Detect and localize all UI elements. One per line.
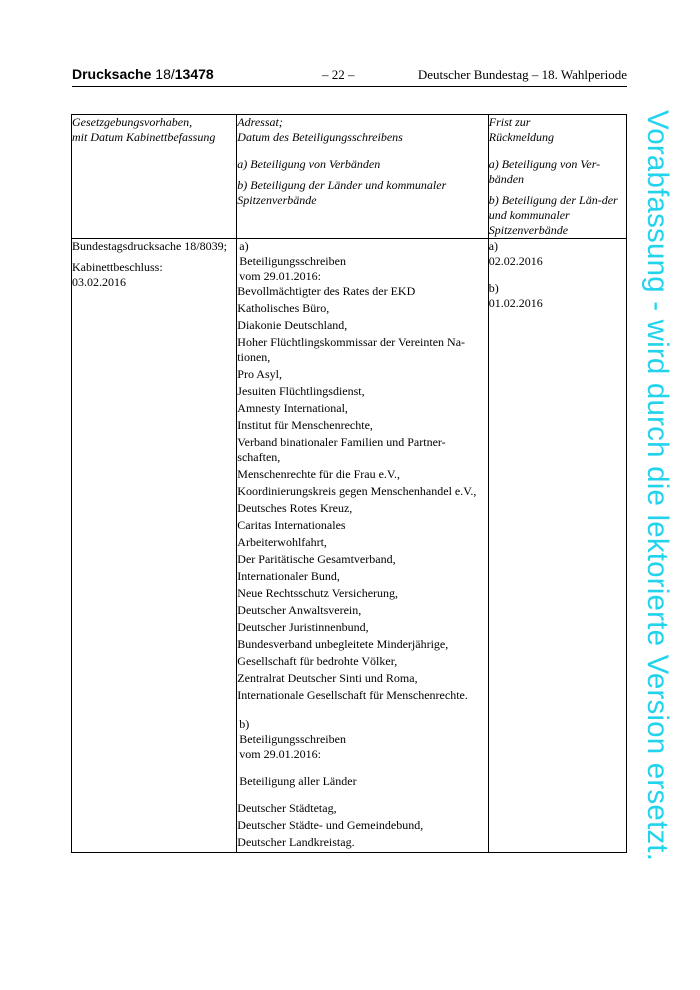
deadline-b-date: 01.02.2016 bbox=[488, 296, 543, 310]
header-text: Datum des Beteiligungsschreibens bbox=[237, 130, 403, 144]
list-item: Neue Rechtsschutz Versicherung, bbox=[237, 586, 399, 600]
list-item: Hoher Flüchtlingskommissar der Vereinten Na-tionen, bbox=[237, 335, 466, 364]
header-text: Adressat; bbox=[237, 115, 283, 129]
table-row bbox=[72, 239, 627, 853]
deadline-b-marker: b) bbox=[488, 281, 499, 295]
header-text: Frist zur bbox=[488, 115, 531, 129]
deadline-a-date: 02.02.2016 bbox=[488, 254, 543, 268]
header-cell-deadline bbox=[488, 115, 626, 239]
header-cell-addressee bbox=[237, 115, 488, 239]
associations-list bbox=[237, 284, 487, 703]
section-b-laender: Beteiligung aller Länder bbox=[239, 774, 357, 788]
header-text: a) Beteiligung von Verbänden bbox=[237, 157, 381, 171]
list-item: Pro Asyl, bbox=[237, 367, 282, 381]
doc-number: 13478 bbox=[174, 66, 214, 82]
cell-project bbox=[72, 239, 237, 853]
header-text: a) Beteiligung von Ver-bänden bbox=[488, 157, 601, 186]
section-b-date: vom 29.01.2016: bbox=[239, 747, 321, 761]
list-item: Internationale Gesellschaft für Menschenrechte. bbox=[237, 688, 468, 702]
document-number bbox=[72, 66, 214, 82]
list-item: Jesuiten Flüchtlingsdienst, bbox=[237, 384, 365, 398]
draft-watermark: Vorabfassung - wird durch die lektorierte Version ersetzt. bbox=[641, 110, 674, 862]
drucksache-ref: Bundestagsdrucksache 18/8039; bbox=[72, 239, 227, 253]
section-b-letter: Beteiligungsschreiben bbox=[239, 732, 346, 746]
list-item: Institut für Menschenrechte, bbox=[237, 418, 373, 432]
deadline-a-marker: a) bbox=[488, 239, 499, 253]
section-a-marker: a) bbox=[239, 239, 249, 253]
list-item: Arbeiterwohlfahrt, bbox=[237, 535, 327, 549]
header-text: mit Datum Kabinettbefassung bbox=[72, 130, 216, 144]
municipal-list bbox=[237, 801, 487, 850]
header-text: Rückmeldung bbox=[488, 130, 555, 144]
list-item: Amnesty International, bbox=[237, 401, 348, 415]
cell-deadlines bbox=[488, 239, 626, 853]
header-cell-project bbox=[72, 115, 237, 239]
list-item: Caritas Internationales bbox=[237, 518, 346, 532]
publisher: Deutscher Bundestag – 18. Wahlperiode bbox=[417, 67, 627, 82]
list-item: Der Paritätische Gesamtverband, bbox=[237, 552, 396, 566]
list-item: Katholisches Büro, bbox=[237, 301, 330, 315]
cabinet-label: Kabinettbeschluss: bbox=[72, 260, 163, 274]
list-item: Deutscher Anwaltsverein, bbox=[237, 603, 362, 617]
doc-label: Drucksache bbox=[72, 66, 152, 82]
list-item: Bevollmächtigter des Rates der EKD bbox=[237, 284, 416, 298]
table-header-row bbox=[72, 115, 627, 239]
header-text: b) Beteiligung der Länder und kommunaler Spitzenverbände bbox=[237, 178, 447, 207]
list-item: Diakonie Deutschland, bbox=[237, 318, 348, 332]
list-item: Zentralrat Deutscher Sinti und Roma, bbox=[237, 671, 418, 685]
doc-series: 18/ bbox=[155, 66, 175, 82]
cell-addressees bbox=[237, 239, 488, 853]
page-header bbox=[72, 66, 627, 87]
list-item: Deutscher Städte- und Gemeindebund, bbox=[237, 818, 424, 832]
list-item: Menschenrechte für die Frau e.V., bbox=[237, 467, 401, 481]
list-item: Deutsches Rotes Kreuz, bbox=[237, 501, 353, 515]
page-number: – 22 – bbox=[322, 67, 355, 82]
list-item: Deutscher Städtetag, bbox=[237, 801, 337, 815]
list-item: Bundesverband unbegleitete Minderjährige, bbox=[237, 637, 449, 651]
section-a-date: vom 29.01.2016: bbox=[239, 269, 321, 283]
section-a-letter: Beteiligungsschreiben bbox=[239, 254, 346, 268]
list-item: Koordinierungskreis gegen Menschenhandel e.V., bbox=[237, 484, 477, 498]
participation-table bbox=[71, 114, 627, 853]
list-item: Verband binationaler Familien und Partner-schaften, bbox=[237, 435, 446, 464]
list-item: Deutscher Landkreistag. bbox=[237, 835, 355, 849]
cabinet-date: 03.02.2016 bbox=[72, 275, 126, 289]
header-text: b) Beteiligung der Län-der und kommunaler Spitzenverbände bbox=[488, 193, 618, 237]
list-item: Deutscher Juristinnenbund, bbox=[237, 620, 369, 634]
list-item: Gesellschaft für bedrohte Völker, bbox=[237, 654, 398, 668]
list-item: Internationaler Bund, bbox=[237, 569, 340, 583]
header-text: Gesetzgebungsvorhaben, bbox=[72, 115, 193, 129]
section-b-marker: b) bbox=[239, 717, 250, 731]
